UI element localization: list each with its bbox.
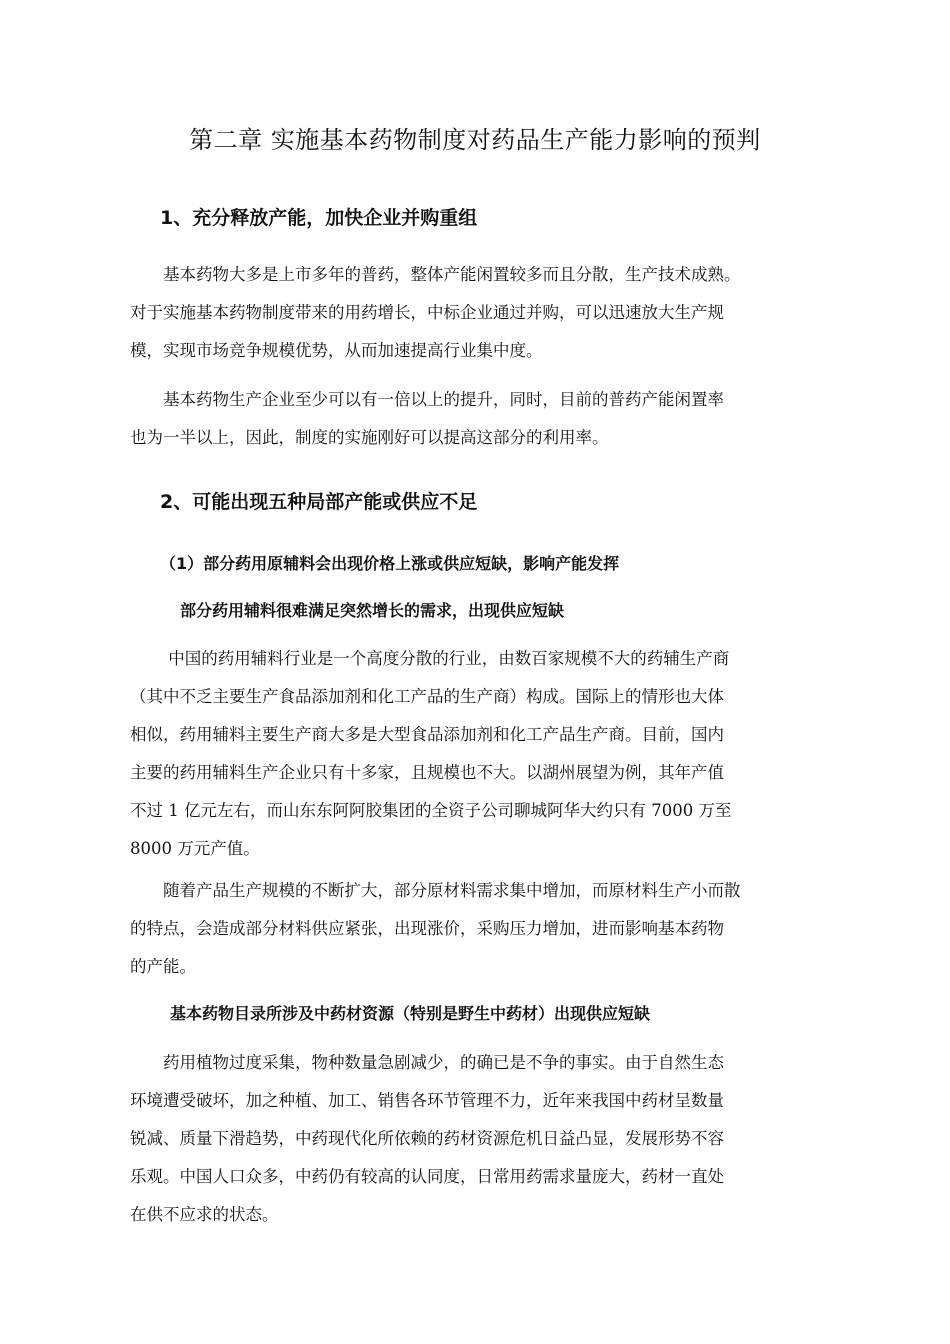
section-2-paragraph-1 xyxy=(130,640,835,868)
text-line: 随着产品生产规模的不断扩大，部分原材料需求集中增加，而原材料生产小而散 xyxy=(130,881,741,900)
section-1-paragraph-2 xyxy=(130,381,835,457)
text-line: 中国的药用辅料行业是一个高度分散的行业，由数百家规模不大的药辅生产商 xyxy=(130,649,730,668)
section-2-paragraph-3 xyxy=(130,1044,835,1234)
text-line: 相似，药用辅料主要生产商大多是大型食品添加剂和化工产品生产商。目前，国内 xyxy=(130,725,724,744)
text-line: （其中不乏主要生产食品添加剂和化工产品的生产商）构成。国际上的情形也大体 xyxy=(130,687,724,706)
section-1-heading: 1、充分释放产能，加快企业并购重组 xyxy=(160,207,478,229)
text-line: 锐减、质量下滑趋势，中药现代化所依赖的药材资源危机日益凸显，发展形势不容 xyxy=(130,1129,724,1148)
chapter-title: 第二章 实施基本药物制度对药品生产能力影响的预判 xyxy=(189,126,761,154)
text-line: 乐观。中国人口众多，中药仍有较高的认同度，日常用药需求量庞大，药材一直处 xyxy=(130,1167,724,1186)
text-line: 的产能。 xyxy=(130,957,196,976)
subsection-1-heading: （1）部分药用原辅料会出现价格上涨或供应短缺，影响产能发挥 xyxy=(160,554,620,573)
text-line: 也为一半以上，因此，制度的实施刚好可以提高这部分的利用率。 xyxy=(130,428,609,447)
text-line: 模，实现市场竞争规模优势，从而加速提高行业集中度。 xyxy=(130,341,543,360)
section-1-paragraph-1 xyxy=(130,256,835,370)
text-line: 8000 万元产值。 xyxy=(130,839,260,858)
text-line: 的特点，会造成部分材料供应紧张，出现涨价，采购压力增加，进而影响基本药物 xyxy=(130,919,724,938)
text-line: 药用植物过度采集，物种数量急剧减少，的确已是不争的事实。由于自然生态 xyxy=(130,1053,724,1072)
text-line: 基本药物生产企业至少可以有一倍以上的提升，同时，目前的普药产能闲置率 xyxy=(130,390,724,409)
subsection-1a-heading: 部分药用辅料很难满足突然增长的需求，出现供应短缺 xyxy=(180,601,565,620)
text-line: 主要的药用辅料生产企业只有十多家，且规模也不大。以湖州展望为例，其年产值 xyxy=(130,763,724,782)
subsection-1b-heading: 基本药物目录所涉及中药材资源（特别是野生中药材）出现供应短缺 xyxy=(170,1004,651,1023)
text-line: 对于实施基本药物制度带来的用药增长，中标企业通过并购，可以迅速放大生产规 xyxy=(130,303,724,322)
text-line: 环境遭受破坏，加之种植、加工、销售各环节管理不力，近年来我国中药材呈数量 xyxy=(130,1091,724,1110)
section-2-paragraph-2 xyxy=(130,872,835,986)
text-line: 不过 1 亿元左右，而山东东阿阿胶集团的全资子公司聊城阿华大约只有 7000 万至 xyxy=(130,801,732,820)
section-2-heading: 2、可能出现五种局部产能或供应不足 xyxy=(160,491,478,513)
text-line: 基本药物大多是上市多年的普药，整体产能闲置较多而且分散，生产技术成熟。 xyxy=(130,265,741,284)
text-line: 在供不应求的状态。 xyxy=(130,1205,279,1224)
